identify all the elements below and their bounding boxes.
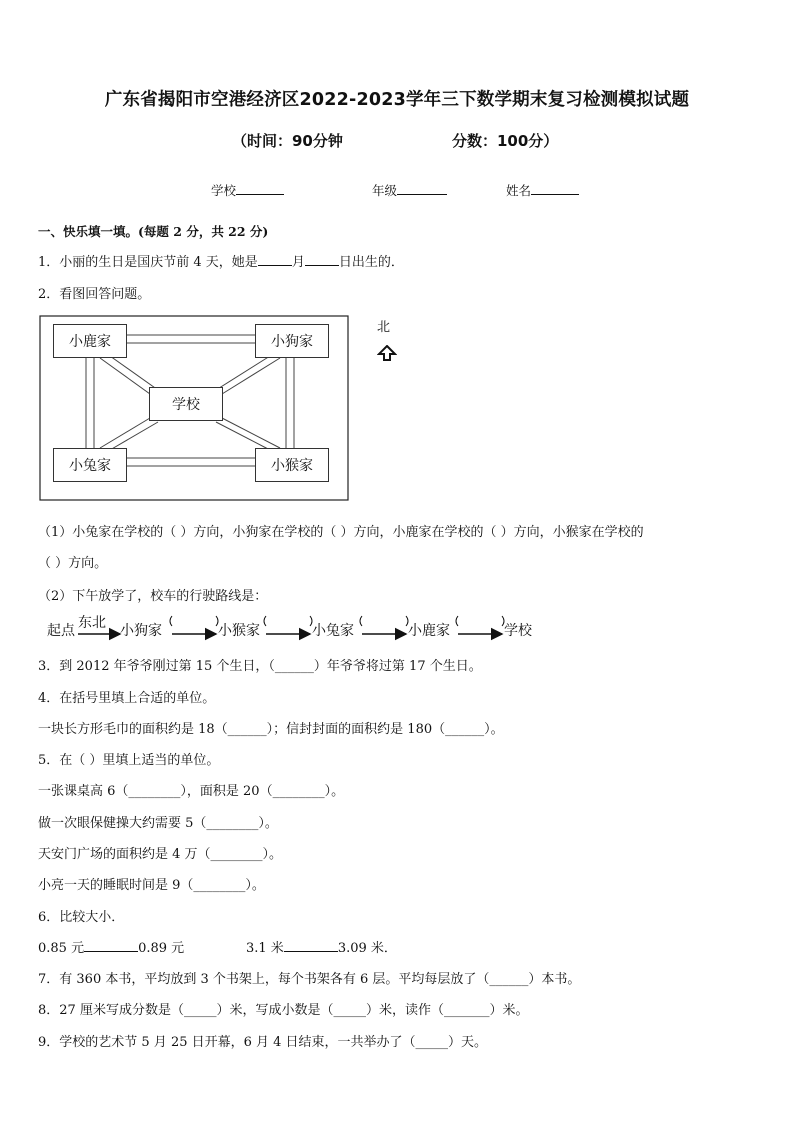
route-start: 起点	[47, 623, 75, 639]
exam-time: （时间：90分钟	[232, 132, 343, 150]
q1-text-a: 1．小丽的生日是国庆节前 4 天，她是	[38, 255, 258, 270]
q5-line-1: 一张课桌高 6（________），面积是 20（________）。	[38, 784, 345, 799]
grade-label: 年级	[372, 183, 398, 198]
name-blank[interactable]	[531, 182, 579, 195]
q5-line-2: 做一次眼保健操大约需要 5（________）。	[38, 816, 278, 831]
q6-a-right: 0.89 元	[138, 941, 185, 956]
question-9: 9．学校的艺术节 5 月 25 日开幕，6 月 4 日结束，一共举办了（_____）天。	[38, 1035, 488, 1050]
question-3: 3．到 2012 年爷爷刚过第 15 个生日，（______）年爷爷将过第 17 个生日。	[38, 659, 482, 674]
q5-line-4: 小亮一天的睡眠时间是 9（________）。	[38, 878, 265, 893]
route-stop-school: 学校	[504, 623, 532, 639]
route-stop-rabbit: 小兔家	[312, 623, 354, 639]
map-diagram	[38, 314, 352, 504]
school-field	[211, 181, 284, 199]
q6-a-blank[interactable]	[84, 939, 138, 952]
grade-blank[interactable]	[397, 182, 447, 195]
route-stop-deer: 小鹿家	[408, 623, 450, 639]
q6-comparison-b	[246, 937, 397, 956]
rabbit-house-box: 小兔家	[53, 448, 127, 482]
route-stop-dog: 小狗家	[120, 623, 162, 639]
question-5: 5．在（ ）里填上适当的单位。	[38, 753, 220, 768]
q1-text-b: 月	[291, 255, 305, 270]
school-blank[interactable]	[236, 182, 284, 195]
school-box: 学校	[149, 387, 223, 421]
q4-line: 一块长方形毛巾的面积约是 18（______）；信封封面的面积约是 180（______）。	[38, 722, 504, 737]
dog-house-box: 小狗家	[255, 324, 329, 358]
question-1	[38, 251, 404, 270]
q6-b-blank[interactable]	[284, 939, 338, 952]
q2-sub1-line2: （ ）方向。	[38, 556, 108, 571]
deer-house-box: 小鹿家	[53, 324, 127, 358]
q1-day-blank[interactable]	[305, 253, 339, 266]
exam-title: 广东省揭阳市空港经济区2022-2023学年三下数学期末复习检测模拟试题	[104, 90, 690, 110]
q2-sub2: （2）下午放学了，校车的行驶路线是：	[38, 589, 268, 604]
question-8: 8．27 厘米写成分数是（_____）米，写成小数是（_____）米，读作（_______）米。	[38, 1003, 529, 1018]
q1-month-blank[interactable]	[258, 253, 292, 266]
route-first-direction: 东北	[78, 615, 106, 631]
name-field	[506, 181, 579, 199]
q2-sub1-line1: （1）小兔家在学校的（ ）方向，小狗家在学校的（ ）方向，小鹿家在学校的（ ）方向，小猴家在学校的	[38, 525, 644, 540]
route-stop-monkey: 小猴家	[218, 623, 260, 639]
question-4: 4．在括号里填上合适的单位。	[38, 691, 216, 706]
monkey-house-box: 小猴家	[255, 448, 329, 482]
q1-text-c: 日出生的．	[338, 255, 404, 270]
q6-b-right: 3.09 米．	[337, 941, 397, 956]
q5-line-3: 天安门广场的面积约是 4 万（________）。	[38, 847, 283, 862]
school-label: 学校	[211, 183, 237, 198]
grade-field	[372, 181, 447, 199]
name-label: 姓名	[506, 183, 532, 198]
bus-route	[44, 612, 564, 646]
q6-a-left: 0.85 元	[38, 941, 85, 956]
question-7: 7．有 360 本书，平均放到 3 个书架上，每个书架各有 6 层。平均每层放了（______）本书。	[38, 972, 581, 987]
question-2: 2．看图回答问题。	[38, 287, 151, 302]
q6-comparison-a	[38, 937, 184, 956]
north-arrow-icon	[377, 345, 397, 361]
north-label: 北	[377, 320, 391, 335]
exam-score: 分数：100分）	[452, 132, 559, 150]
section-heading: 一、快乐填一填。(每题 2 分，共 22 分)	[38, 224, 269, 239]
q6-b-left: 3.1 米	[246, 941, 284, 956]
question-6: 6．比较大小．	[38, 910, 125, 925]
